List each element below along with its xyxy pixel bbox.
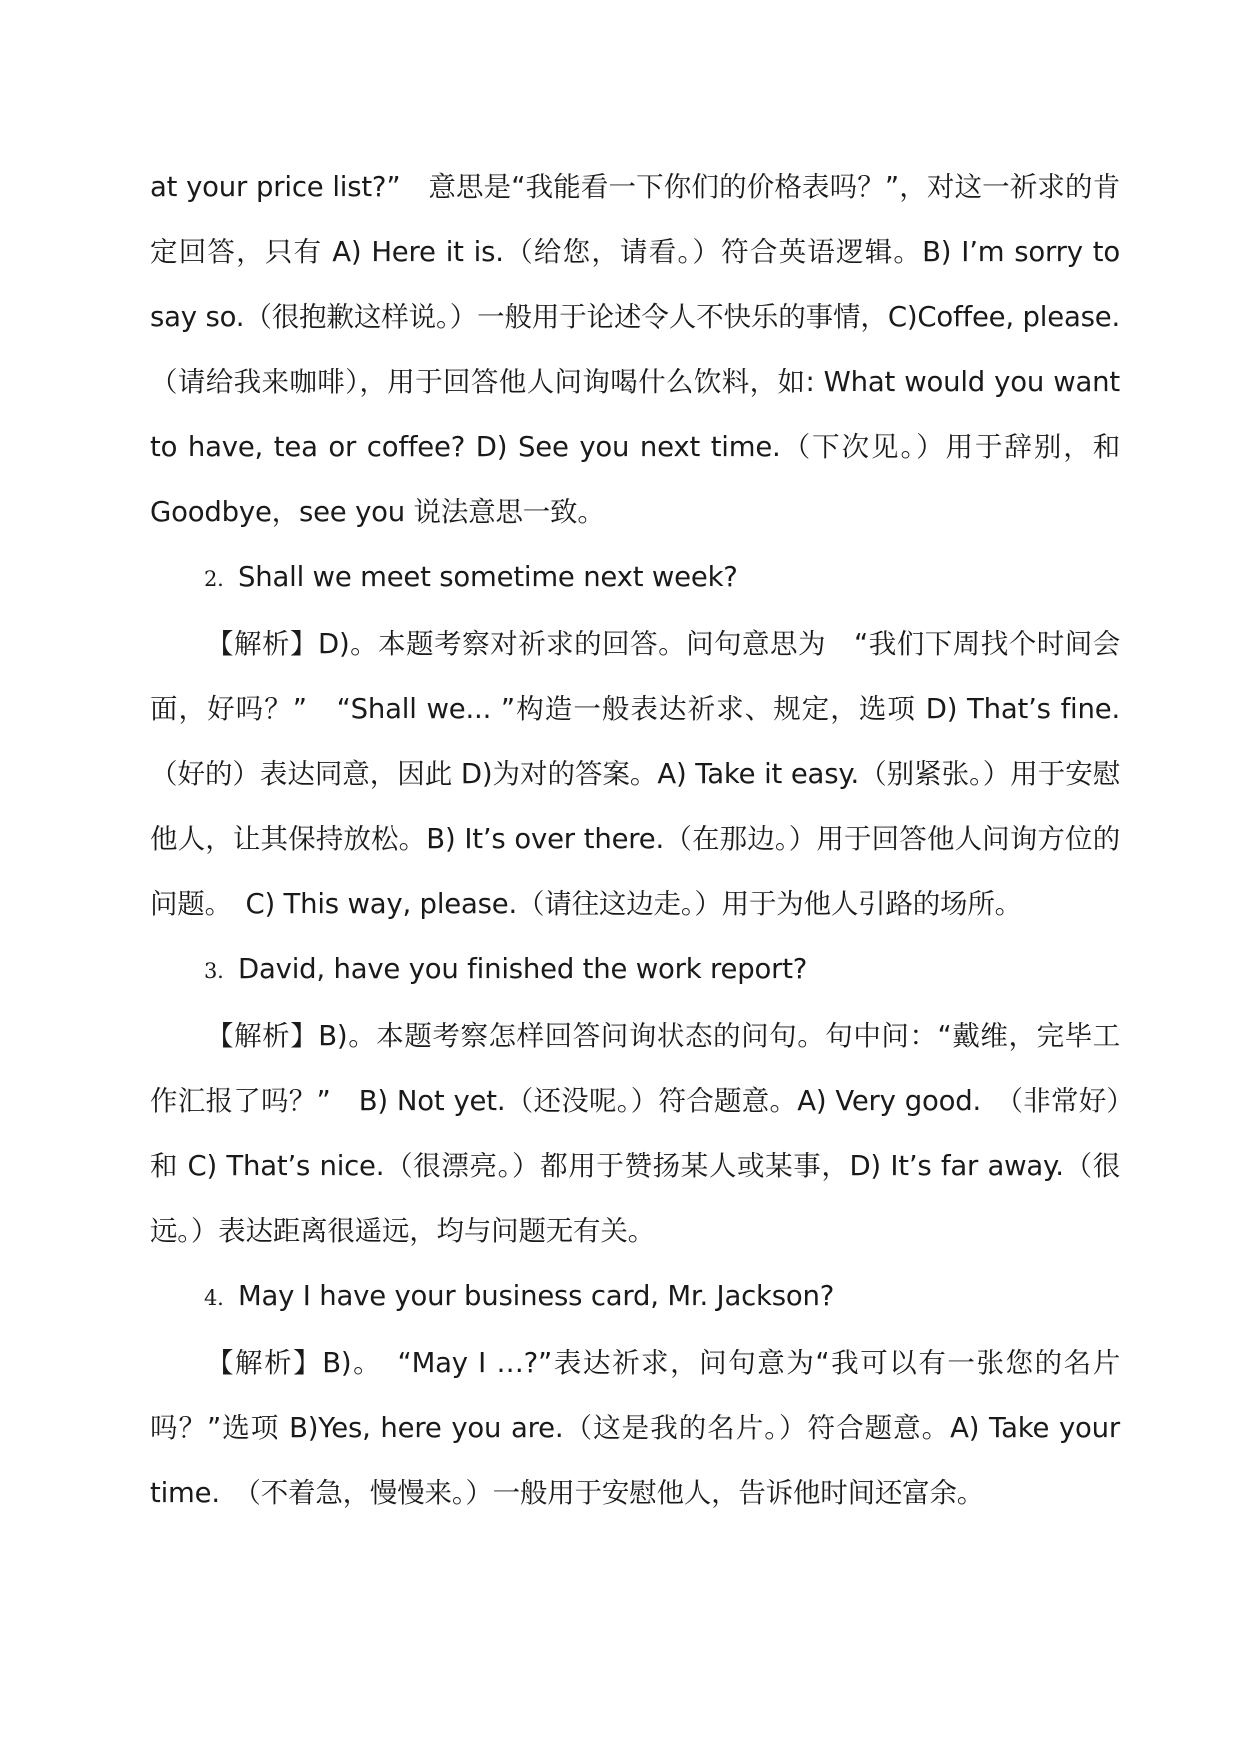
answer-explanation-2: 【解析】D)。本题考察对祈求的回答。问句意思为 “我们下周找个时间会面，好吗？” “Shall we... ”构造一般表达祈求、规定，选项 D) That’s fine.（好的）表达同意，因此 D)为对的答案。A) Take it easy.（别紧张。）用于安慰他人，让其保持放松。B) It’s over there.（在那边。）用于回答他人问询方位的问题。 C) This way, please.（请往这边走。）用于为他人引路的场所。	[150, 628, 1120, 920]
question-number: 3.	[204, 959, 224, 983]
question-2	[150, 545, 1120, 612]
question-text: Shall we meet sometime next week?	[238, 561, 738, 593]
answer-explanation-3: 【解析】B)。本题考察怎样回答问询状态的问句。句中问：“戴维，完毕工作汇报了吗？” B) Not yet.（还没呢。）符合题意。A) Very good. （非常好）和 C) That’s nice.（很漂亮。）都用于赞扬某人或某事，D) It’s far away.（很远。）表达距离很遥远，均与问题无有关。	[150, 1020, 1120, 1247]
question-3	[150, 937, 1120, 1004]
answer-explanation-1-continued: at your price list?” 意思是“我能看一下你们的价格表吗？”，对这一祈求的肯定回答，只有 A) Here it is.（给您，请看。）符合英语逻辑。B) I’m sorry to say so.（很抱歉这样说。）一般用于论述令人不快乐的事情，C)Coffee, please.（请给我来咖啡），用于回答他人问询喝什么饮料，如: What would you want to have, tea or coffee? D) See you next time.（下次见。）用于辞别，和 Goodbye，see you 说法意思一致。	[150, 171, 1120, 528]
document-body	[150, 155, 1120, 1526]
question-number: 4.	[204, 1286, 224, 1310]
question-text: David, have you finished the work report?	[238, 953, 808, 985]
question-number: 2.	[204, 567, 224, 591]
answer-explanation-4: 【解析】B)。 “May I …?”表达祈求，问句意为“我可以有一张您的名片吗？”选项 B)Yes, here you are.（这是我的名片。）符合题意。A) Take your time. （不着急，慢慢来。）一般用于安慰他人，告诉他时间还富余。	[150, 1347, 1120, 1509]
question-4	[150, 1264, 1120, 1331]
question-text: May I have your business card, Mr. Jackson?	[238, 1280, 835, 1312]
